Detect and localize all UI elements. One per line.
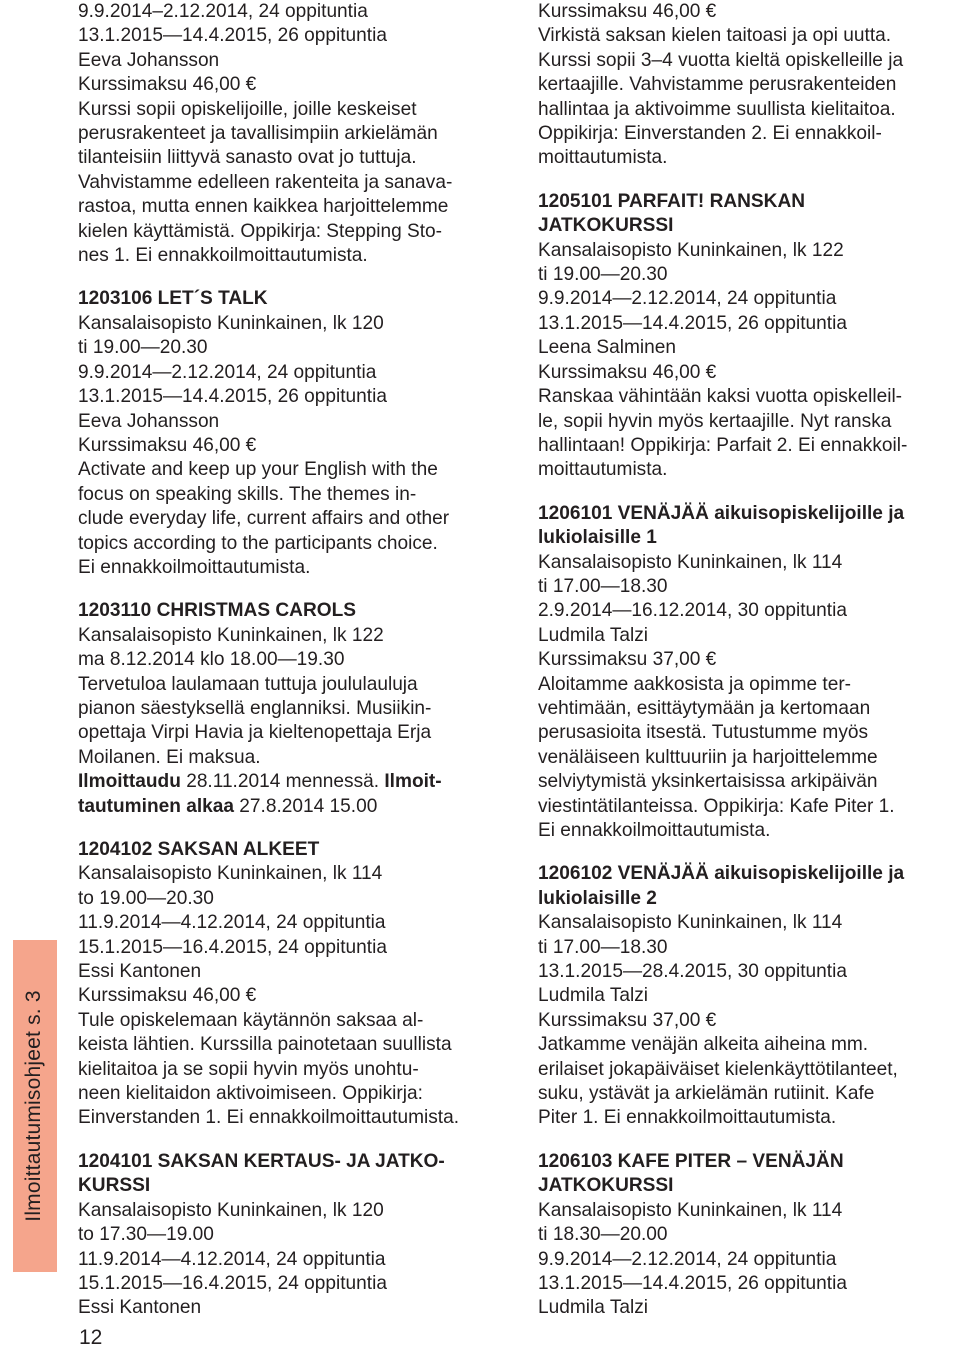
text-line: 13.1.2015—14.4.2015, 26 oppituntia (78, 25, 387, 47)
course-dates: 13.1.2015—28.4.2015, 30 oppituntia (538, 961, 847, 983)
right-column (538, 0, 958, 1321)
course-time: ti 17.00—18.30 (538, 575, 668, 597)
course-location: Kansalaisopisto Kuninkainen, lk 114 (538, 912, 843, 934)
course-teacher: Ludmila Talzi (538, 1297, 649, 1319)
text-line: Kurssi sopii opiskelijoille, joille keskeiset (78, 98, 417, 120)
course-fee: Kurssimaksu 46,00 € (538, 1, 717, 22)
course-dates: 13.1.2015—14.4.2015, 26 oppituntia (538, 1272, 847, 1294)
course-fee: Kurssimaksu 37,00 € (538, 1009, 717, 1031)
text-line: 9.9.2014–2.12.2014, 24 oppituntia (78, 1, 368, 22)
course-time: ti 17.00—18.30 (538, 936, 668, 958)
course-title: 1204101 SAKSAN KERTAUS- JA JATKO- (78, 1150, 445, 1172)
course-location: Kansalaisopisto Kuninkainen, lk 122 (538, 239, 844, 261)
text-line: hallintaan! Oppikirja: Parfait 2. Ei ennakkoil- (538, 434, 908, 456)
course-intro-left (78, 0, 510, 268)
course-title: 1205101 PARFAIT! RANSKAN (538, 190, 806, 212)
course-1205101 (538, 190, 958, 483)
course-title: 1204102 SAKSAN ALKEET (78, 839, 320, 860)
signup-date: 28.11.2014 mennessä. (180, 771, 385, 793)
text-line: Kurssi sopii 3–4 vuotta kieltä opiskelleille ja (538, 49, 904, 71)
text-line: focus on speaking skills. The themes in- (78, 483, 417, 505)
text-line: vehtimään, esittäytymään ja kertomaan (538, 697, 871, 719)
text-line: perusrakenteet ja tavallisimpiin arkielämän (78, 123, 438, 145)
course-dates: 15.1.2015—16.4.2015, 24 oppituntia (78, 936, 387, 958)
text-line: opettaja Virpi Havia ja kieltenopettaja Erja (78, 722, 432, 744)
course-teacher: Eeva Johansson (78, 410, 220, 432)
text-line: moittautumista. (538, 147, 668, 169)
text-line: tilanteisiin liittyvä sanasto ovat jo tuttuja. (78, 147, 417, 169)
text-line: selviytymistä yksinkertaisissa arkipäivän (538, 771, 878, 793)
course-time: ti 19.00—20.30 (538, 264, 668, 286)
text-line: Moilanen. Ei maksua. (78, 746, 261, 768)
text-line: Ranskaa vähintään kaksi vuotta opiskelleil- (538, 386, 903, 408)
course-time: ti 19.00—20.30 (78, 337, 208, 359)
text-line: Piter 1. Ei ennakkoilmoittautumista. (538, 1107, 837, 1129)
course-title: lukiolaisille 1 (538, 527, 657, 549)
course-1206103 (538, 1150, 958, 1321)
course-dates: 9.9.2014—2.12.2014, 24 oppituntia (78, 361, 377, 383)
text-line: kielen käyttämistä. Oppikirja: Stepping Sto- (78, 220, 443, 242)
course-title: JATKOKURSSI (538, 1175, 674, 1197)
course-location: Kansalaisopisto Kuninkainen, lk 120 (78, 312, 384, 334)
course-time: to 17.30—19.00 (78, 1224, 214, 1246)
text-line: clude everyday life, current affairs and other (78, 508, 450, 530)
course-dates: 13.1.2015—14.4.2015, 26 oppituntia (538, 312, 847, 334)
course-teacher: Leena Salminen (538, 337, 677, 359)
course-intro-right (538, 0, 958, 171)
course-location: Kansalaisopisto Kuninkainen, lk 114 (538, 1199, 843, 1221)
course-title: 1206102 VENÄJÄÄ aikuisopiskelijoille ja (538, 863, 905, 885)
signup-line (78, 770, 510, 794)
course-title: KURSSI (78, 1175, 151, 1197)
text-line: pianon säestyksellä englanniksi. Musiikin- (78, 697, 432, 719)
course-time: ti 18.30—20.00 (538, 1224, 668, 1246)
text-line: Activate and keep up your English with the (78, 459, 438, 481)
text-line: Tervetuloa laulamaan tuttuja joululauluja (78, 673, 418, 695)
course-1203110 (78, 599, 510, 819)
signup-start-label: Ilmoit- (384, 771, 442, 793)
course-title: lukiolaisille 2 (538, 887, 657, 909)
course-1203106 (78, 287, 510, 580)
course-1204101 (78, 1150, 510, 1321)
course-teacher: Ludmila Talzi (538, 985, 649, 1007)
text-line: rastoa, mutta ennen kaikkea harjoittelemme (78, 196, 449, 218)
text-line: le, sopii hyvin myös kertaajille. Nyt ranska (538, 410, 892, 432)
signup-line (78, 795, 510, 819)
course-teacher: Essi Kantonen (78, 961, 202, 983)
text-line: Oppikirja: Einverstanden 2. Ei ennakkoil- (538, 123, 882, 145)
text-line: Eeva Johansson (78, 49, 220, 71)
text-line: viestintätilanteissa. Oppikirja: Kafe Piter 1. (538, 795, 895, 817)
course-location: Kansalaisopisto Kuninkainen, lk 120 (78, 1199, 384, 1221)
course-teacher: Essi Kantonen (78, 1297, 202, 1319)
course-dates: 2.9.2014—16.12.2014, 30 oppituntia (538, 600, 847, 622)
text-line: erilaiset jokapäiväiset kielenkäyttötilanteet, (538, 1058, 898, 1080)
text-line: Virkistä saksan kielen taitoasi ja opi uutta. (538, 25, 892, 47)
course-dates: 11.9.2014—4.12.2014, 24 oppituntia (78, 912, 386, 934)
course-location: Kansalaisopisto Kuninkainen, lk 114 (78, 863, 383, 885)
signup-start-date: 27.8.2014 15.00 (233, 795, 378, 817)
course-title: JATKOKURSSI (538, 215, 674, 237)
course-fee: Kurssimaksu 37,00 € (538, 649, 717, 671)
text-line: Ei ennakkoilmoittautumista. (78, 556, 311, 578)
course-dates: 13.1.2015—14.4.2015, 26 oppituntia (78, 386, 387, 408)
course-fee: Kurssimaksu 46,00 € (78, 985, 257, 1007)
course-dates: 11.9.2014—4.12.2014, 24 oppituntia (78, 1248, 386, 1270)
text-line: Aloitamme aakkosista ja opimme ter- (538, 673, 852, 695)
text-line: Jatkamme venäjän alkeita aiheina mm. (538, 1034, 869, 1056)
text-line: moittautumista. (538, 459, 668, 481)
course-title: 1203110 CHRISTMAS CAROLS (78, 600, 357, 622)
text-line: topics according to the participants choice. (78, 532, 438, 554)
course-title: 1203106 LET´S TALK (78, 288, 268, 310)
course-dates: 15.1.2015—16.4.2015, 24 oppituntia (78, 1272, 387, 1294)
left-column (78, 0, 510, 1321)
text-line: Ei ennakkoilmoittautumista. (538, 820, 771, 841)
text-line: Kurssimaksu 46,00 € (78, 74, 257, 96)
course-fee: Kurssimaksu 46,00 € (538, 361, 717, 383)
course-dates: 9.9.2014—2.12.2014, 24 oppituntia (538, 1248, 837, 1270)
text-line: keista lähtien. Kurssilla painotetaan suullista (78, 1034, 452, 1056)
course-teacher: Ludmila Talzi (538, 624, 649, 646)
text-line: venäläiseen kulttuuriin ja harjoittelemme (538, 746, 878, 768)
text-line: Tule opiskelemaan käytännön saksaa al- (78, 1009, 424, 1031)
course-time: ma 8.12.2014 klo 18.00—19.30 (78, 649, 345, 671)
course-title: 1206101 VENÄJÄÄ aikuisopiskelijoille ja (538, 502, 905, 524)
text-line: hallintaa ja aktivoimme suullista kielitaitoa. (538, 98, 896, 120)
text-line: kielitaitoa ja se sopii hyvin myös unohtu- (78, 1058, 419, 1080)
text-line: kertaajille. Vahvistamme perusrakenteiden (538, 74, 897, 96)
text-line: perusasioita itsestä. Tutustumme myös (538, 722, 869, 744)
course-title: 1206103 KAFE PITER – VENÄJÄN (538, 1150, 844, 1172)
course-location: Kansalaisopisto Kuninkainen, lk 114 (538, 551, 843, 573)
text-line: neen kielitaidon aktivoimiseen. Oppikirja: (78, 1083, 423, 1105)
course-dates: 9.9.2014—2.12.2014, 24 oppituntia (538, 288, 837, 310)
course-1206102 (538, 862, 958, 1130)
text-line: suku, ystävät ja arkielämän rutiinit. Kafe (538, 1083, 875, 1105)
course-time: to 19.00—20.30 (78, 887, 214, 909)
course-1204102 (78, 838, 510, 1131)
text-line: Vahvistamme edelleen rakenteita ja sanava- (78, 171, 453, 193)
course-location: Kansalaisopisto Kuninkainen, lk 122 (78, 624, 384, 646)
course-1206101 (538, 502, 958, 844)
signup-start-label: tautuminen alkaa (78, 795, 234, 817)
side-tab-label: Ilmoittautumisohjeet s. 3 (22, 990, 45, 1222)
text-line: nes 1. Ei ennakkoilmoittautumista. (78, 245, 368, 267)
course-fee: Kurssimaksu 46,00 € (78, 434, 257, 456)
text-line: Einverstanden 1. Ei ennakkoilmoittautumista. (78, 1107, 460, 1129)
signup-label: Ilmoittaudu (78, 771, 181, 793)
page-number: 12 (79, 1326, 103, 1349)
